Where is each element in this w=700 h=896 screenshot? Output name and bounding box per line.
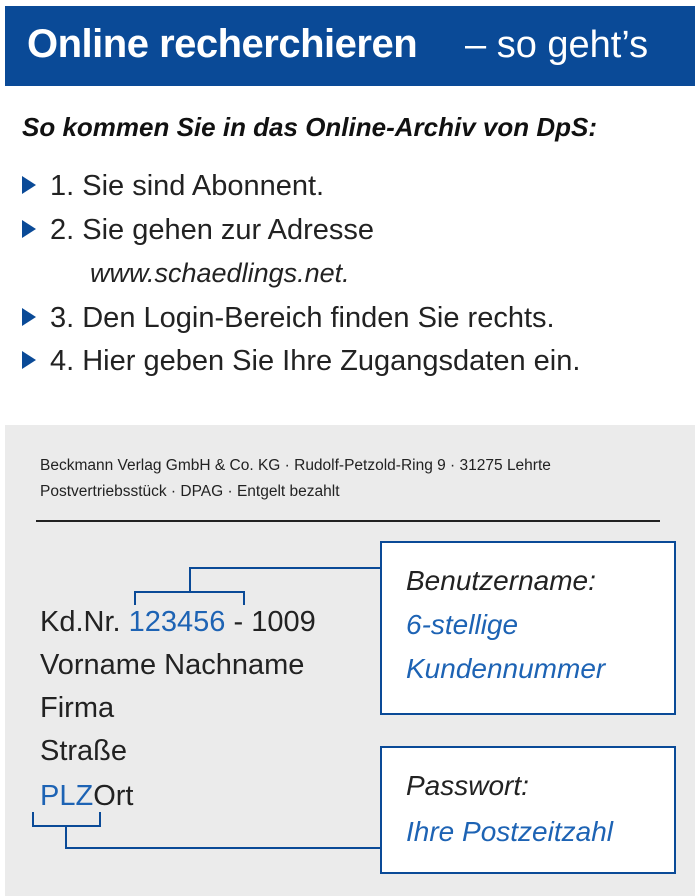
username-value-line-2: Kundennummer [406,653,606,684]
customer-number-line [40,606,316,639]
divider-line [36,520,660,522]
header-banner [5,6,695,86]
sender-line-2: Postvertriebsstück · DPAG · Entgelt bezahlt [40,483,340,500]
arrow-right-icon [22,351,36,369]
subheading: So kommen Sie in das Online-Archiv von DpS: [22,112,597,142]
address-name: Vorname Nachname [40,649,305,681]
address-city-line [40,780,133,813]
arrow-right-icon [22,176,36,194]
url-line [90,258,350,289]
step-3 [22,302,555,335]
username-label: Benutzername: [406,565,596,596]
step-2 [22,214,374,247]
step-4 [22,345,580,378]
password-value: Ihre Postzeitzahl [406,816,613,847]
arrow-right-icon [22,220,36,238]
header-title-bold: Online recherchieren [27,22,418,66]
username-box [380,541,676,715]
step-2-text: 2. Sie gehen zur Adresse [50,214,375,246]
address-street: Straße [40,735,128,767]
password-label: Passwort: [406,770,529,801]
step-4-text: 4. Hier geben Sie Ihre Zugangsdaten ein. [50,345,581,377]
arrow-right-icon [22,308,36,326]
sender-line-1: Beckmann Verlag GmbH & Co. KG · Rudolf-Petzold-Ring 9 · 31275 Lehrte [40,457,551,474]
username-value-line-1: 6-stellige [406,609,519,640]
step-1 [22,170,324,203]
url-period: . [342,258,350,288]
kd-number: 123456 [128,606,226,638]
address-company: Firma [40,692,115,724]
kd-suffix: - 1009 [233,606,316,638]
website-url[interactable]: www.schaedlings.net [90,258,343,288]
kd-prefix: Kd.Nr. [40,606,121,638]
step-1-text: 1. Sie sind Abonnent. [50,170,325,202]
plz: PLZ [40,780,94,812]
city: Ort [93,780,134,812]
header-title-rest: – so geht’s [465,24,649,66]
step-3-text: 3. Den Login-Bereich finden Sie rechts. [50,302,555,334]
password-box [380,746,676,874]
